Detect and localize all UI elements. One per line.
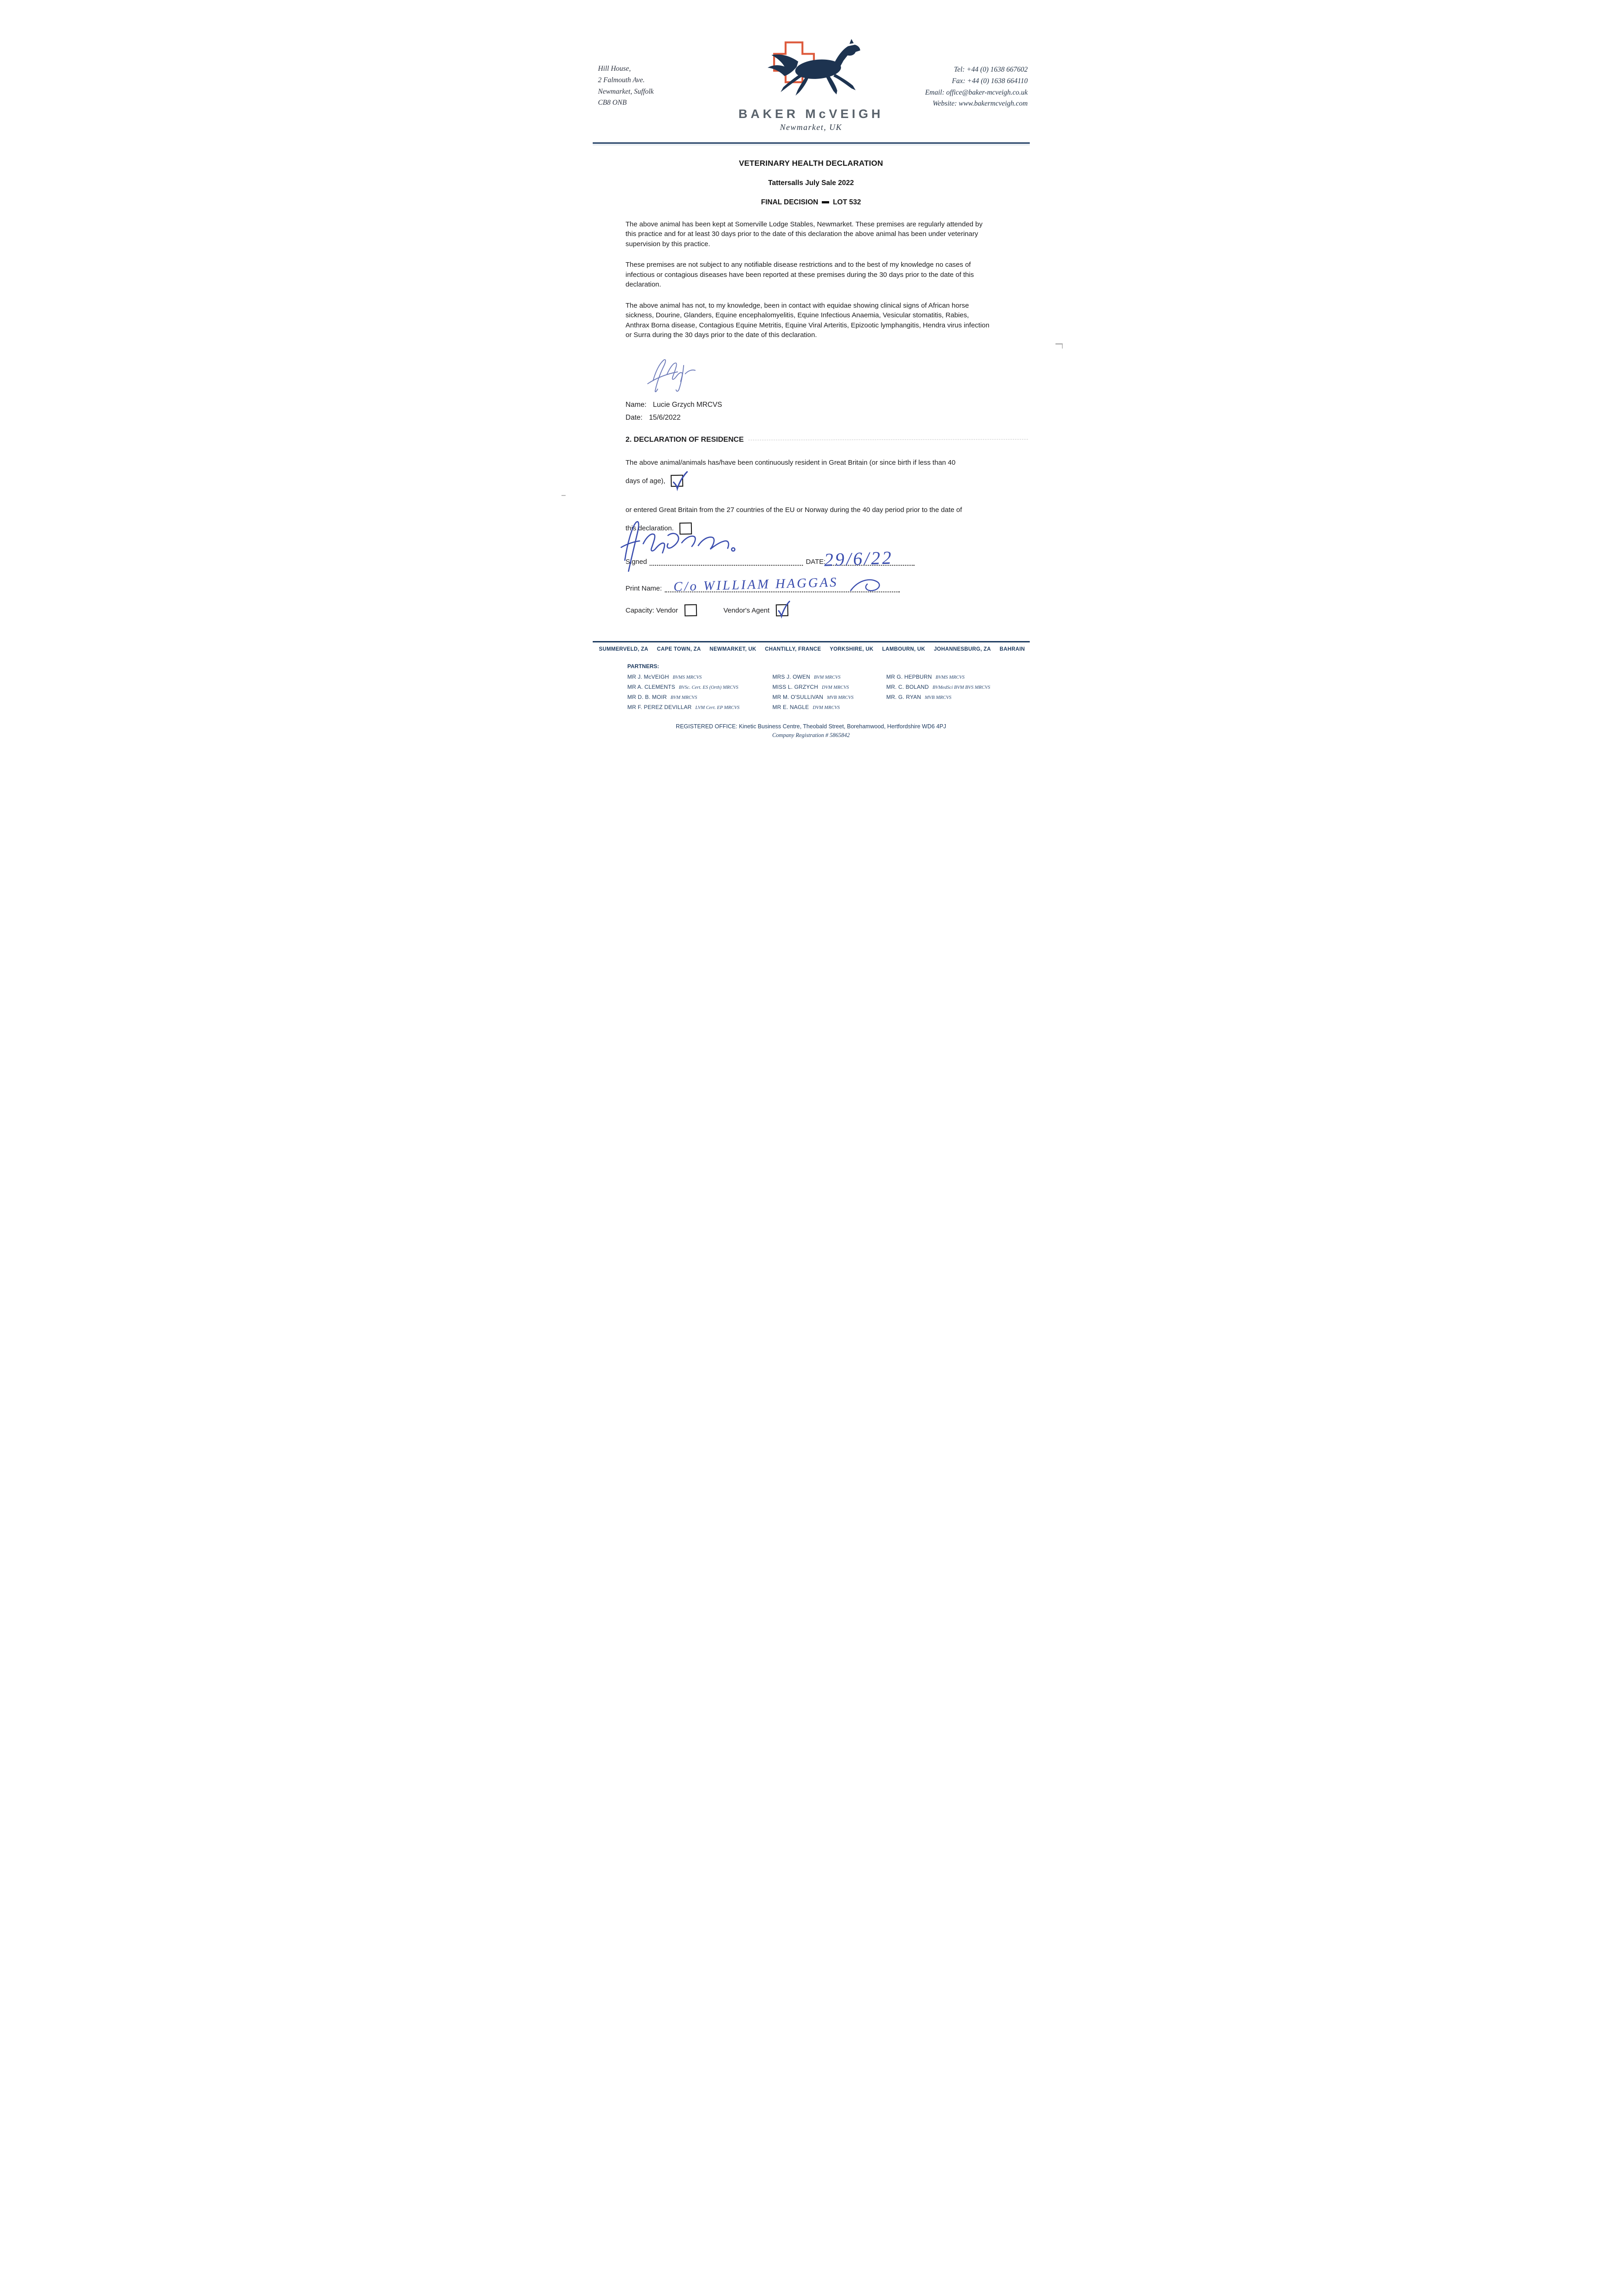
partners-column-3 <box>887 674 1065 714</box>
partner-entry: MISS L. GRZYCH DVM MRCVS <box>772 684 849 691</box>
resident-clause-line1: The above animal/animals has/have been continuously resident in Great Britain (or since birth if less than 40 <box>625 458 956 467</box>
residence-section-heading: 2. DECLARATION OF RESIDENCE <box>625 435 744 444</box>
signed-dotted-line <box>650 557 803 566</box>
entered-clause-line1: or entered Great Britain from the 27 countries of the EU or Norway during the 40 day period prior to the date of <box>625 506 962 514</box>
entered-clause-line2: this declaration. <box>625 524 674 533</box>
document-title: VETERINARY HEALTH DECLARATION <box>739 159 883 168</box>
decision-title <box>558 198 1065 207</box>
partner-entry: MR J. McVEIGH BVMS MRCVS <box>627 674 702 681</box>
partner-entry: MRS J. OWEN BVM MRCVS <box>772 674 841 681</box>
vet-date-row <box>626 411 1065 424</box>
vet-date-label: Date: <box>625 413 643 422</box>
brand-location: Newmarket, UK <box>780 123 842 132</box>
partner-entry: MR E. NAGLE DVM MRCVS <box>772 704 840 711</box>
partners-column-2 <box>773 674 887 714</box>
location-item: CAPE TOWN, ZA <box>657 647 701 653</box>
scan-edge-artifact <box>1055 343 1063 349</box>
resident-clause <box>626 458 992 489</box>
scan-dashed-line-artifact <box>748 439 1028 440</box>
decision-prefix: FINAL DECISION <box>761 198 819 206</box>
residence-section-heading-row <box>626 436 1028 444</box>
capacity-vendor-label: Capacity: Vendor <box>625 606 678 614</box>
sale-title: Tattersalls July Sale 2022 <box>768 179 854 187</box>
resident-clause-line2: days of age), <box>625 477 666 485</box>
handwritten-print-name: C/o WILLIAM HAGGAS <box>673 575 838 595</box>
practice-contact <box>925 64 1028 110</box>
registered-office: REGISTERED OFFICE: Kinetic Business Centre, Theobald Street, Borehamwood, Hertfordshire WD6 4PJ <box>676 723 946 730</box>
partners-label: PARTNERS: <box>627 663 659 670</box>
declaration-paragraphs <box>626 219 992 340</box>
contact-website: Website: www.bakermcveigh.com <box>932 100 1028 108</box>
location-item: LAMBOURN, UK <box>882 647 926 653</box>
partners-grid <box>628 674 1065 714</box>
vendors-agent-tick-icon <box>775 600 791 619</box>
print-name-row <box>625 575 992 595</box>
declaration-paragraph: These premises are not subject to any notifiable disease restrictions and to the best of my knowledge no cases of infectious or contagious diseases have been reported at these premises during the 30 days prior to the date of this declaration. <box>625 261 974 289</box>
location-item: YORKSHIRE, UK <box>830 647 874 653</box>
practice-logo <box>738 34 883 132</box>
entered-clause-line2-row <box>626 521 992 536</box>
declaration-paragraph: The above animal has not, to my knowledge, been in contact with equidae showing clinical signs of African horse sickness, Dourine, Glanders, Equine encephalomyelitis, Equine Infectious Anaemia, Vesicular stomatitis, Rabies, Anthrax Borna disease, Contagious Equine Metritis, Equine Viral Arteritis, Epizootic lymphangitis, Hendra virus infection or Surra during the 30 days prior to the date of this declaration. <box>625 301 990 339</box>
partner-entry: MR. G. RYAN MVB MRCVS <box>886 694 952 701</box>
galloping-horse-icon <box>768 39 860 96</box>
practice-address <box>598 63 654 109</box>
resident-clause-line2-row <box>626 473 992 489</box>
partner-entry: MR D. B. MOIR BVM MRCVS <box>627 694 697 701</box>
contact-email: Email: office@baker-mcveigh.co.uk <box>925 88 1028 96</box>
vet-signature-scribble <box>631 351 718 397</box>
signed-label: Signed <box>625 558 647 566</box>
vendors-agent-checkbox[interactable] <box>776 604 789 617</box>
address-line: 2 Falmouth Ave. <box>598 76 645 84</box>
letterhead <box>558 0 1065 142</box>
partner-entry: MR. C. BOLAND BVMedSci BVM BVS MRCVS <box>886 684 990 691</box>
entered-clause <box>626 505 992 536</box>
capacity-row <box>626 604 992 616</box>
resident-checkbox[interactable] <box>671 475 684 487</box>
partner-entry: MR F. PEREZ DEVILLAR LVM Cert. EP MRCVS <box>627 704 740 711</box>
scan-edge-artifact <box>561 495 566 496</box>
vet-name-value: Lucie Grzych MRCVS <box>653 401 722 409</box>
vendor-checkbox[interactable] <box>684 604 697 617</box>
location-item: JOHANNESBURG, ZA <box>934 647 991 653</box>
partner-entry: MR M. O'SULLIVAN MVB MRCVS <box>772 694 854 701</box>
decision-lot-number: LOT 532 <box>833 198 861 206</box>
footer-divider <box>593 641 1030 642</box>
declaration-paragraph: The above animal has been kept at Somerville Lodge Stables, Newmarket. These premises are regularly attended by this practice and for at least 30 days prior to the date of this declaration the above animal has been under veterinary supervision by this practice. <box>625 220 983 248</box>
location-item: BAHRAIN <box>999 647 1025 653</box>
signed-row <box>625 547 992 570</box>
partner-entry: MR A. CLEMENTS BVSc. Cert. ES (Orth) MRCVS <box>627 684 739 691</box>
date-dotted-line <box>828 557 915 566</box>
print-name-dotted-line <box>665 584 900 592</box>
address-line: Newmarket, Suffolk <box>598 87 654 96</box>
company-registration: Company Registration # 5865842 <box>772 732 850 739</box>
address-line: Hill House, <box>598 65 631 73</box>
horse-and-cross-logo-icon <box>754 34 869 103</box>
handwritten-date: 29/6/22 <box>823 547 893 570</box>
office-locations <box>599 647 1025 652</box>
scanned-document-page <box>558 0 1065 739</box>
location-item: NEWMARKET, UK <box>709 647 757 653</box>
vet-name-row <box>626 399 1065 411</box>
contact-tel: Tel: +44 (0) 1638 667602 <box>954 66 1028 73</box>
entered-checkbox[interactable] <box>679 523 692 535</box>
location-item: CHANTILLY, FRANCE <box>765 647 821 653</box>
print-name-label: Print Name: <box>625 585 662 593</box>
vet-name-label: Name: <box>625 401 647 409</box>
header-divider <box>593 142 1030 144</box>
brand-name: BAKER McVEIGH <box>738 107 884 121</box>
vendors-agent-label: Vendor's Agent <box>723 606 770 614</box>
location-item: SUMMERVELD, ZA <box>599 647 648 653</box>
partners-column-1 <box>628 674 773 714</box>
resident-checkbox-tick-icon <box>670 470 689 491</box>
partner-entry: MR G. HEPBURN BVMS MRCVS <box>886 674 965 681</box>
footer <box>558 641 1065 739</box>
contact-fax: Fax: +44 (0) 1638 664110 <box>952 77 1028 85</box>
vet-name-date-block <box>626 399 1065 423</box>
date-label: DATE: <box>806 558 826 566</box>
vet-date-value: 15/6/2022 <box>649 413 681 422</box>
decision-dash <box>822 201 829 203</box>
address-line: CB8 ONB <box>598 99 627 107</box>
